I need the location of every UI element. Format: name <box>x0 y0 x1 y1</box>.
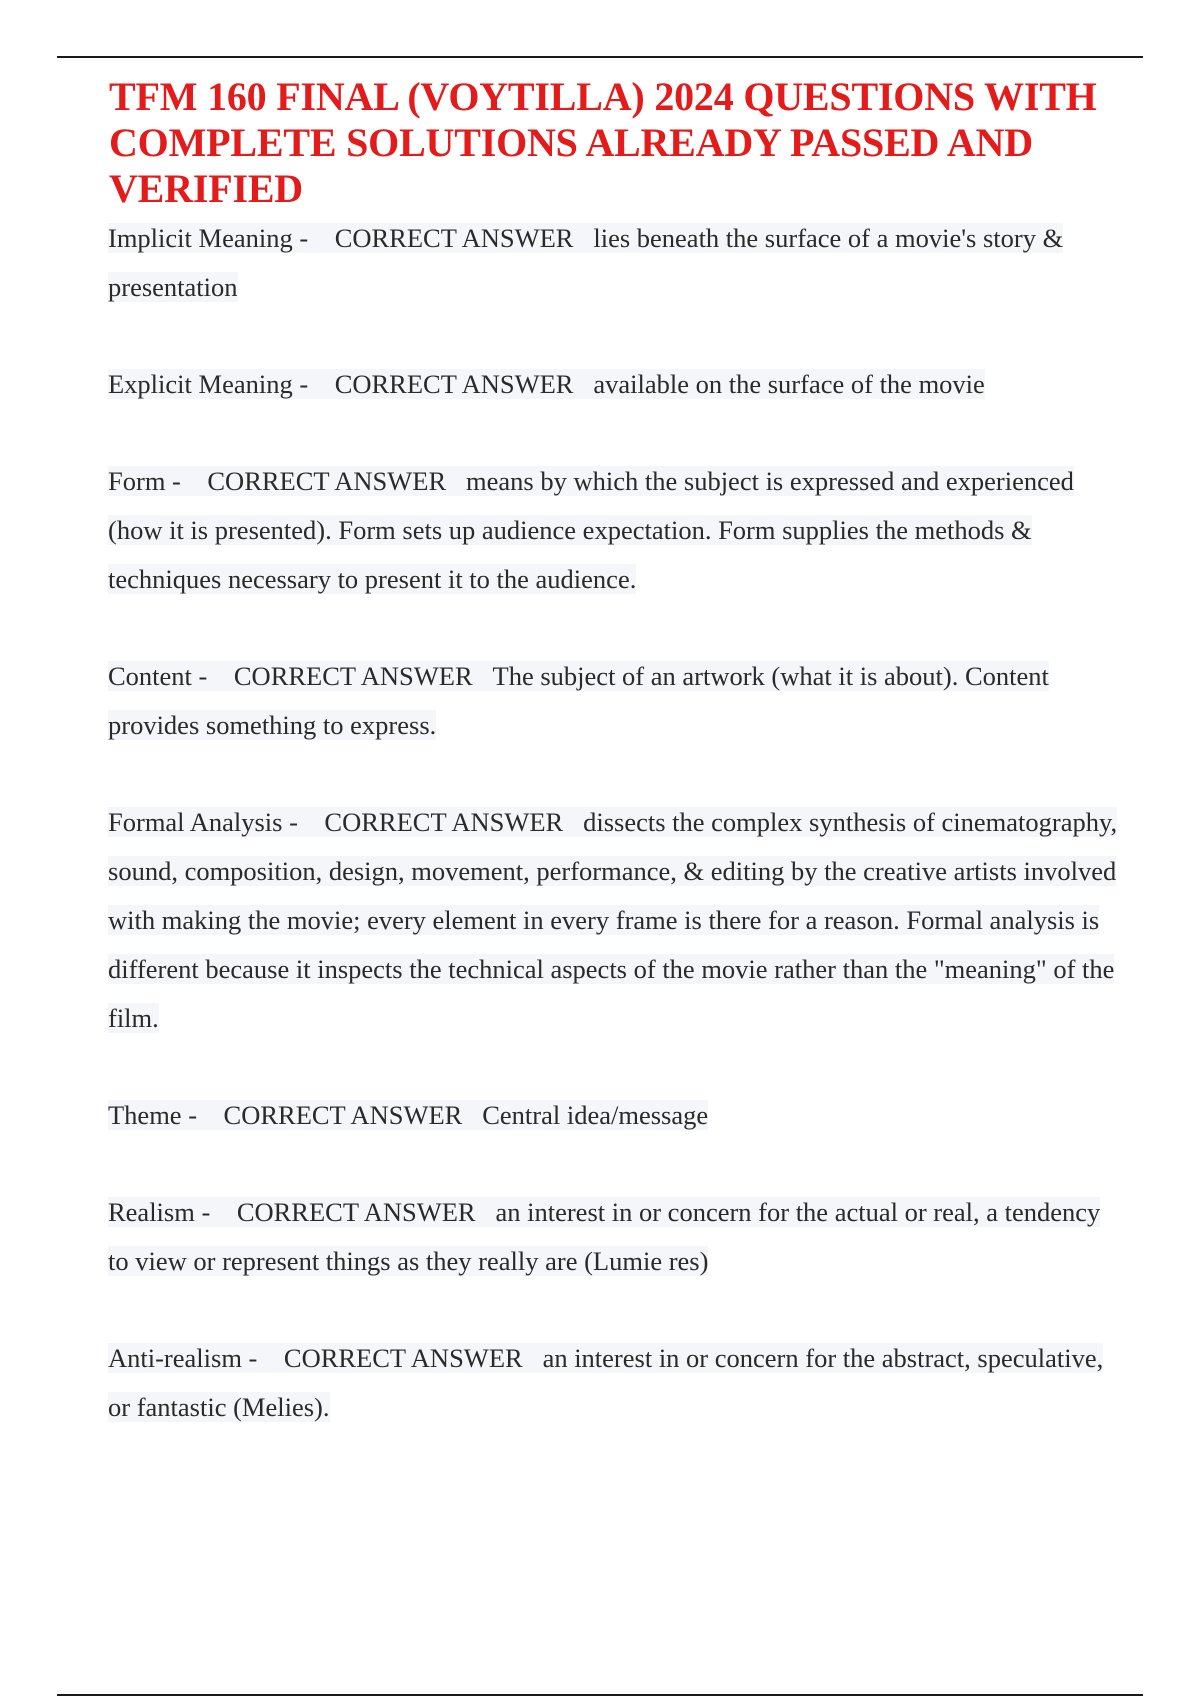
qa-entry-implicit-meaning <box>108 214 1118 312</box>
document-title: TFM 160 FINAL (VOYTILLA) 2024 QUESTIONS WITH COMPLETE SOLUTIONS ALREADY PASSED AND VERIFIED <box>109 74 1097 211</box>
qa-term: Formal Analysis - <box>108 807 298 837</box>
qa-definition: The subject of an artwork (what it is about). Content provides something to express. <box>108 661 1049 740</box>
qa-term: Theme - <box>108 1100 198 1130</box>
qa-entry-formal-analysis <box>108 798 1118 1043</box>
bottom-rule <box>57 1694 1143 1696</box>
correct-answer-label: CORRECT ANSWER <box>207 466 447 496</box>
qa-entry-explicit-meaning <box>108 360 1118 409</box>
qa-definition: means by which the subject is expressed and experienced (how it is presented). Form sets up audience expectation. Form supplies the methods & techniques necessary to present it to the audience. <box>108 466 1074 594</box>
qa-definition: an interest in or concern for the actual or real, a tendency to view or represent things as they really are (Lumie res) <box>108 1197 1101 1276</box>
qa-term: Form - <box>108 466 181 496</box>
document-body <box>108 74 1118 1432</box>
correct-answer-label: CORRECT ANSWER <box>233 661 473 691</box>
qa-definition: dissects the complex synthesis of cinematography, sound, composition, design, movement, performance, & editing by the creative artists involved with making the movie; every element in every frame is there for a reason. Formal analysis is different because it inspects the technical aspects of the movie rather than the "meaning" of the film. <box>108 807 1118 1033</box>
qa-entry-form <box>108 457 1118 604</box>
qa-entry-realism <box>108 1188 1118 1286</box>
correct-answer-label: CORRECT ANSWER <box>334 223 574 253</box>
qa-definition: lies beneath the surface of a movie's story & presentation <box>108 223 1064 302</box>
qa-entry-content <box>108 652 1118 750</box>
qa-definition: available on the surface of the movie <box>593 369 985 399</box>
qa-entry-anti-realism <box>108 1334 1118 1432</box>
correct-answer-label: CORRECT ANSWER <box>236 1197 476 1227</box>
qa-definition: Central idea/message <box>482 1100 709 1130</box>
qa-term: Implicit Meaning - <box>108 223 309 253</box>
qa-entry-theme <box>108 1091 1118 1140</box>
correct-answer-label: CORRECT ANSWER <box>223 1100 463 1130</box>
qa-term: Realism - <box>108 1197 211 1227</box>
qa-definition: an interest in or concern for the abstract, speculative, or fantastic (Melies). <box>108 1343 1104 1422</box>
correct-answer-label: CORRECT ANSWER <box>334 369 574 399</box>
correct-answer-label: CORRECT ANSWER <box>283 1343 523 1373</box>
top-rule <box>57 56 1143 58</box>
qa-term: Content - <box>108 661 208 691</box>
correct-answer-label: CORRECT ANSWER <box>324 807 564 837</box>
qa-term: Explicit Meaning - <box>108 369 309 399</box>
qa-term: Anti-realism - <box>108 1343 258 1373</box>
